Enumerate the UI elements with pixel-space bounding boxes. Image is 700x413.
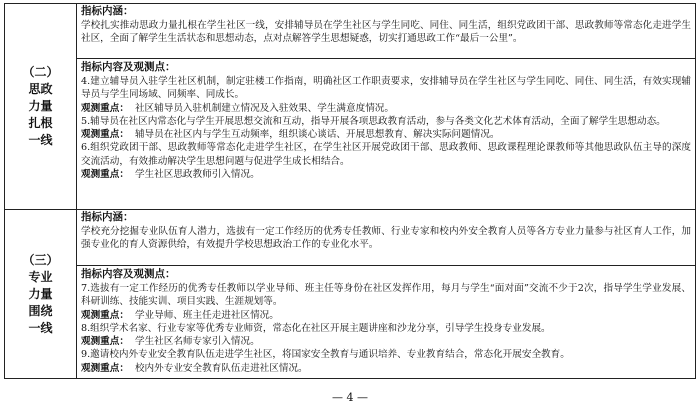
observation-label: 观测重点： bbox=[81, 169, 129, 181]
section-political-forces bbox=[4, 3, 696, 210]
observation-text: 学生社区思政教师引入情况。 bbox=[134, 169, 260, 181]
observation-label: 观测重点： bbox=[81, 129, 129, 141]
indicator-item: 7.选拔有一定工作经历的优秀专任教师以学业导师、班主任等身份在社区发挥作用，每月与学生“面对面”交流不少于2次，指导学生学业发展、科研训练、技能实训、项目实践、生涯规划等。 bbox=[81, 283, 691, 308]
observation-text: 校内外专业安全教育队伍走进社区情况。 bbox=[134, 362, 308, 374]
observation-point bbox=[81, 168, 691, 181]
indicator-item: 6.组织党政团干部、思政教师等常态化走进学生社区，在学生社区开展党政团干部、思政教师、思政课程理论课教师等其他思政队伍主导的深度交流活动，有效推动解决学生思想问题与促进学生成长相结合。 bbox=[81, 142, 691, 167]
connotation-text: 学校充分挖掘专业队伍育人潜力，选拔有一定工作经历的优秀专任教师、行业专家和校内外安全教育人员等各方专业力量参与社区育人工作，加强专业化的育人资源供给，有效提升学校思想政治工作的专业化水平。 bbox=[81, 226, 691, 251]
indicator-item: 9.邀请校内外专业安全教育队伍走进学生社区，将国家安全教育与通识培养、专业教育结合，常态化开展安全教育。 bbox=[81, 349, 570, 361]
observation-text: 社区辅导员入驻机制建立情况及入驻效果、学生满意度情况。 bbox=[134, 102, 394, 114]
observation-text: 学生社区名师专家引入情况。 bbox=[134, 336, 260, 348]
connotation-text: 学校扎实推动思政力量扎根在学生社区一线，安排辅导员在学生社区与学生同吃、同住、同生活，组织党政团干部、思政教师等常态化走进学生社区，全面了解学生生活状态和思想动态，点对点解答学生思想疑惑，切实打通思政工作“最后一公里”。 bbox=[81, 20, 691, 45]
section-label-line: 专业 bbox=[28, 269, 53, 284]
section-label bbox=[5, 4, 77, 209]
section-label-line: 扎根 bbox=[28, 116, 53, 130]
page-number: — 4 — bbox=[332, 391, 368, 404]
observation-point bbox=[81, 128, 691, 141]
section-label bbox=[5, 210, 77, 378]
connotation-heading: 指标内涵： bbox=[81, 5, 134, 17]
content-cell bbox=[77, 60, 695, 209]
section-label-line: 一线 bbox=[28, 133, 53, 147]
section-content bbox=[77, 210, 695, 378]
connotation-heading: 指标内涵： bbox=[81, 211, 134, 223]
section-label-line: （三） bbox=[22, 252, 59, 267]
content-heading: 指标内容及观测点： bbox=[81, 268, 176, 280]
observation-label: 观测重点： bbox=[81, 336, 129, 348]
section-professional-forces bbox=[4, 209, 696, 379]
content-cell bbox=[77, 267, 695, 378]
observation-label: 观测重点： bbox=[81, 102, 129, 114]
indicator-item: 8.组织学术名家、行业专家等优秀专业师资，常态化在社区开展主题讲座和沙龙分享，引导学生投身专业发展。 bbox=[81, 322, 551, 334]
section-label-line: 思政 bbox=[28, 82, 53, 96]
section-label-line: 力量 bbox=[28, 286, 53, 301]
section-label-line: 力量 bbox=[28, 99, 53, 113]
section-content bbox=[77, 4, 695, 209]
content-heading: 指标内容及观测点： bbox=[81, 61, 176, 73]
observation-text: 辅导员在社区内与学生互动频率，组织谈心谈话、开展思想教育、解决实际问题情况。 bbox=[134, 129, 500, 141]
section-label-line: 一线 bbox=[28, 320, 53, 335]
section-label-line: （二） bbox=[22, 65, 59, 79]
observation-point bbox=[81, 335, 691, 348]
connotation-cell bbox=[77, 4, 695, 59]
indicator-item: 4.建立辅导员入驻学生社区机制，制定驻楼工作指南，明确社区工作职责要求，安排辅导员在学生社区与学生同吃、同住、同生活，有效实现辅导员与学生同场域、同频率、同成长。 bbox=[81, 76, 691, 101]
indicator-table bbox=[4, 3, 696, 379]
observation-point bbox=[81, 362, 691, 375]
connotation-cell bbox=[77, 210, 695, 266]
observation-point bbox=[81, 309, 691, 322]
observation-point bbox=[81, 102, 691, 115]
indicator-item: 5.辅导员在社区内常态化与学生开展思想交流和互动，指导开展各项思政教育活动，参与各类文化艺术体育活动，全面了解学生思想动态。 bbox=[81, 115, 666, 127]
observation-label: 观测重点： bbox=[81, 362, 129, 374]
observation-text: 学业导师、班主任走进社区情况。 bbox=[134, 309, 279, 321]
observation-label: 观测重点： bbox=[81, 309, 129, 321]
section-label-line: 围绕 bbox=[28, 303, 53, 318]
